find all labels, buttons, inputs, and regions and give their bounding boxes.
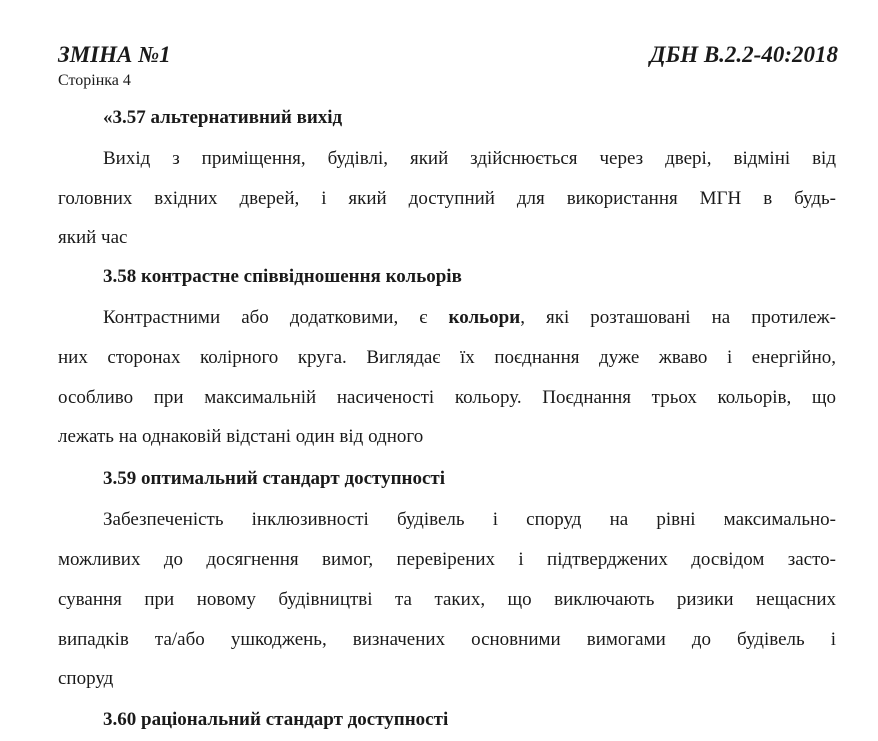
paragraph-line: головних вхідних дверей, і який доступний для використання МГН в будь- [58, 188, 836, 209]
paragraph-line: споруд [58, 668, 114, 689]
bold-term: кольори [448, 307, 521, 328]
term-heading: 3.58 контрастне співвідношення кольорів [103, 266, 462, 287]
term-heading: «3.57 альтернативний вихід [103, 107, 343, 128]
page-number: Сторінка 4 [58, 72, 131, 89]
paragraph-line: лежать на однаковій відстані один від одного [58, 426, 424, 447]
paragraph-line: який час [58, 227, 128, 248]
standard-code: ДБН В.2.2-40:2018 [649, 42, 838, 67]
term-heading: 3.60 раціональний стандарт доступності [103, 709, 449, 730]
paragraph-line: особливо при максимальній насиченості кольору. Поєднання трьох кольорів, що [58, 387, 836, 408]
amendment-title: ЗМІНА №1 [58, 42, 171, 67]
paragraph-line [103, 306, 836, 330]
paragraph-line: Вихід з приміщення, будівлі, який здійснюється через двері, відміні від [103, 148, 836, 169]
paragraph-line: них сторонах колірного круга. Виглядає їх поєднання дуже жваво і енергійно, [58, 347, 836, 368]
paragraph-line: випадків та/або ушкоджень, визначених основними вимогами до будівель і [58, 629, 836, 650]
paragraph-line: можливих до досягнення вимог, перевірених і підтверджених досвідом засто- [58, 549, 836, 570]
text-run: Контрастними або додатковими, є [103, 307, 449, 328]
paragraph-line: сування при новому будівництві та таких, що виключають ризики нещасних [58, 589, 836, 610]
term-heading: 3.59 оптимальний стандарт доступності [103, 468, 446, 489]
paragraph-line: Забезпеченість інклюзивності будівель і споруд на рівні максимально- [103, 509, 836, 530]
text-run: , які розташовані на протилеж- [520, 307, 836, 328]
